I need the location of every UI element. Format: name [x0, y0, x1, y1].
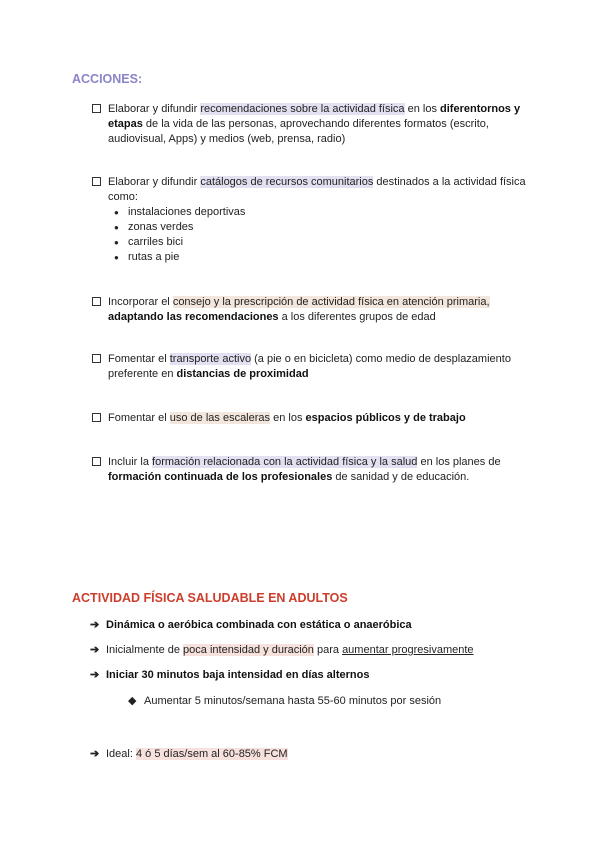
checkbox-icon[interactable] [92, 177, 101, 186]
text-run: para [313, 644, 343, 656]
bold-text: adaptando las recomendaciones [108, 311, 279, 323]
diamond-bullet-icon: ◆ [128, 695, 137, 707]
text-run: Incorporar el [108, 296, 173, 308]
highlight-text: consejo y la prescripción de actividad física en atención primaria, [172, 296, 490, 308]
checkbox-icon[interactable] [92, 297, 101, 306]
text-run: Elaborar y difundir [108, 176, 201, 188]
underlined-text: aumentar progresivamente [342, 644, 474, 656]
text-run: de la vida de las personas, aprovechando diferentes formatos (escrito, audiovisual, Apps) y medios (web, prensa, radio) [108, 118, 489, 145]
highlight-text: formación relacionada con la actividad física y la salud [152, 456, 418, 468]
action-item-text [92, 455, 532, 485]
action-item-text [92, 295, 532, 325]
text-run: de sanidad y de educación. [332, 471, 470, 483]
arrow-item-4 [90, 747, 288, 762]
text-run: destinados a la actividad física como: [108, 176, 526, 203]
text-run: en los [270, 412, 306, 424]
list-item: ● rutas a pie [114, 250, 532, 265]
text-run: Fomentar el [108, 412, 170, 424]
action-item-text [92, 352, 532, 382]
arrow-right-icon: ➔ [90, 669, 100, 681]
action-item-6 [92, 455, 532, 485]
highlight-text: transporte activo [169, 353, 252, 365]
checkbox-icon[interactable] [92, 413, 101, 422]
bold-text: distancias de proximidad [176, 368, 309, 380]
bold-text: Dinámica o aeróbica combinada con estática o anaeróbica [106, 619, 412, 631]
highlight-text: uso de las escaleras [169, 412, 271, 424]
text-run: Fomentar el [108, 353, 170, 365]
section-heading-adultos: ACTIVIDAD FÍSICA SALUDABLE EN ADULTOS [72, 591, 348, 605]
highlight-text: 4 ó 5 días/sem al 60-85% FCM [135, 748, 288, 760]
action-item-1 [92, 102, 532, 147]
text-run: Ideal: [106, 748, 136, 760]
text-run: (a pie o en bicicleta) como medio de desplazamiento preferente en [108, 353, 511, 380]
action-item-4 [92, 352, 532, 382]
list-item: ● carriles bici [114, 235, 532, 250]
checkbox-icon[interactable] [92, 354, 101, 363]
text-run: Elaborar y difundir [108, 103, 201, 115]
action-item-5 [92, 411, 532, 426]
text-run: en los planes de [417, 456, 501, 468]
action-item-2 [92, 175, 532, 265]
arrow-item-2 [90, 643, 474, 658]
text-run: Incluir la [108, 456, 153, 468]
bold-text: Iniciar 30 minutos baja intensidad en días alternos [106, 669, 370, 681]
section-heading-acciones: ACCIONES: [72, 72, 143, 86]
highlight-text: recomendaciones sobre la actividad física [200, 103, 405, 115]
arrow-right-icon: ➔ [90, 644, 100, 656]
sub-item [128, 694, 441, 709]
list-item: ● instalaciones deportivas [114, 205, 532, 220]
bold-text: espacios públicos y de trabajo [305, 412, 466, 424]
bold-text: formación continuada de los profesionales [108, 471, 333, 483]
text-run: a los diferentes grupos de edad [278, 311, 436, 323]
arrow-right-icon: ➔ [90, 748, 100, 760]
list-item: ● zonas verdes [114, 220, 532, 235]
arrow-item-1 [90, 618, 412, 633]
action-item-text [92, 175, 532, 205]
resource-list [92, 205, 532, 265]
highlight-text: poca intensidad y duración [183, 644, 314, 656]
highlight-text: catálogos de recursos comunitarios [200, 176, 374, 188]
arrow-right-icon: ➔ [90, 619, 100, 631]
bold-text: diferentornos y etapas [108, 103, 521, 130]
action-item-3 [92, 295, 532, 325]
text-run: Inicialmente de [106, 644, 184, 656]
text-run: en los [404, 103, 441, 115]
text-run: Aumentar 5 minutos/semana hasta 55-60 minutos por sesión [144, 695, 442, 707]
arrow-item-3 [90, 668, 369, 683]
checkbox-icon[interactable] [92, 104, 101, 113]
action-item-text [92, 411, 532, 426]
action-item-text [92, 102, 532, 147]
checkbox-icon[interactable] [92, 457, 101, 466]
